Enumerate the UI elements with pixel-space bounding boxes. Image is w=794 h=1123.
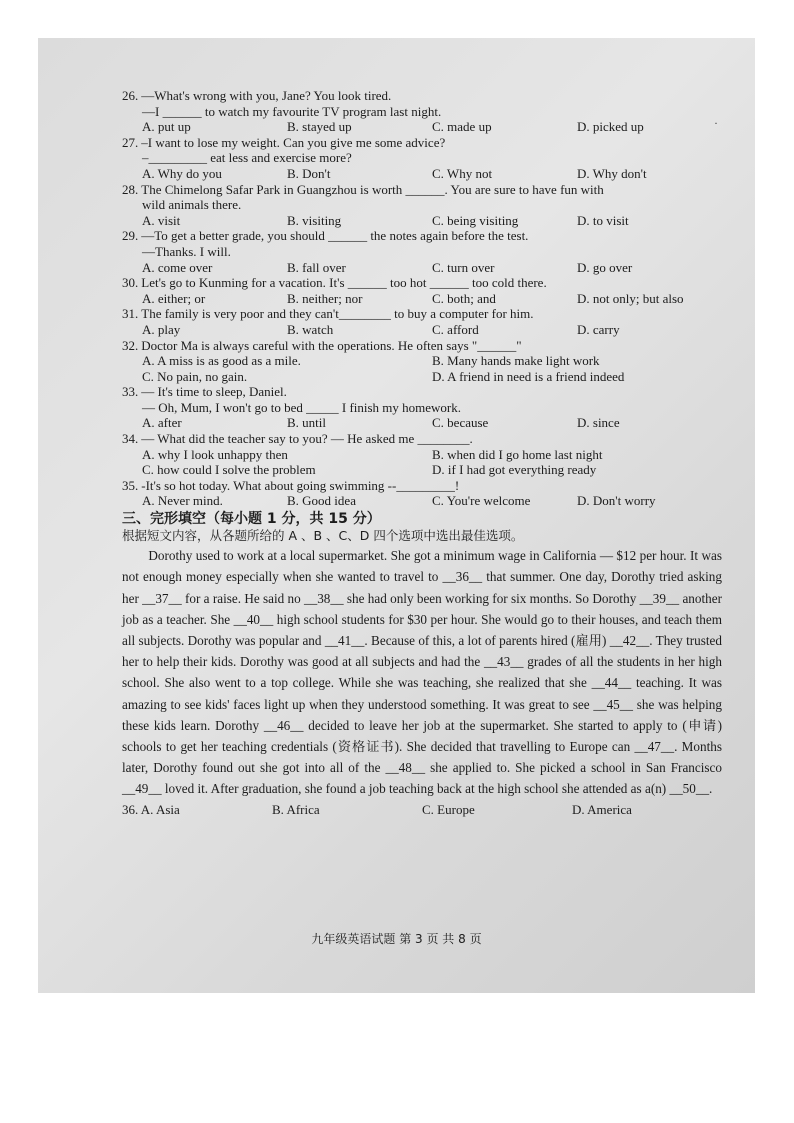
option-c: C. afford [432, 321, 479, 337]
option-d: D. to visit [577, 212, 629, 228]
option-b: B. visiting [287, 212, 342, 228]
question-block [122, 182, 722, 229]
options-row [122, 166, 722, 182]
option-b: B. Many hands make light work [432, 353, 600, 369]
options-row [122, 415, 722, 431]
question-block [122, 306, 722, 337]
question-line: —I ______ to watch my favourite TV program last night. [142, 103, 442, 119]
option-d: D. carry [577, 321, 620, 337]
option-a: A. visit [142, 212, 181, 228]
question-block [122, 384, 722, 431]
option-b: B. Africa [272, 801, 320, 817]
question-stem: The Chimelong Safar Park in Guangzhou is worth ______. You are sure to have fun with [141, 181, 604, 197]
option-a: A. come over [142, 259, 213, 275]
option-d: D. picked up [577, 119, 644, 135]
option-d: D. go over [577, 259, 633, 275]
question-block [122, 431, 722, 478]
option-b: B. fall over [287, 259, 346, 275]
question-stem: -It's so hot today. What about going swimming --_________! [141, 477, 460, 493]
question-line: –_________ eat less and exercise more? [142, 150, 352, 166]
question-line: —Thanks. I will. [142, 243, 231, 259]
options-row [122, 213, 722, 229]
option-a: A. A miss is as good as a mile. [142, 353, 301, 369]
options-row [122, 260, 722, 276]
options-row [122, 462, 722, 478]
scan-speck: · [714, 116, 718, 130]
options-row [122, 493, 722, 509]
option-d: D. not only; but also [577, 290, 684, 306]
question-number: 27. [122, 134, 139, 150]
option-d: D. Why don't [577, 165, 647, 181]
page-footer: 九年级英语试题 第 3 页 共 8 页 [311, 932, 482, 946]
option-a: A. why I look unhappy then [142, 446, 288, 462]
option-c: C. made up [432, 119, 492, 135]
option-a: A. either; or [142, 290, 206, 306]
question-line: wild animals there. [142, 197, 242, 213]
option-c: C. You're welcome [432, 493, 531, 509]
question-stem: –I want to lose my weight. Can you give me some advice? [141, 134, 446, 150]
question-number: 33. [122, 384, 139, 400]
question-number: 30. [122, 275, 139, 291]
option-c: C. Why not [432, 165, 493, 181]
question-number: 32. [122, 337, 139, 353]
option-c: C. how could I solve the problem [142, 462, 316, 478]
question-stem: —To get a better grade, you should ______ the notes again before the test. [141, 228, 529, 244]
question-block [122, 135, 722, 182]
options-row [122, 322, 722, 338]
question-block [122, 338, 722, 385]
exam-content [122, 88, 722, 817]
option-b: B. until [287, 415, 327, 431]
option-c: C. being visiting [432, 212, 519, 228]
option-d: D. if I had got everything ready [432, 462, 597, 478]
question-block [122, 478, 722, 509]
question-stem: Let's go to Kunming for a vacation. It's ______ too hot ______ too cold there. [141, 275, 547, 291]
question-number: 26. [122, 88, 139, 103]
question-block [122, 228, 722, 275]
question-36-options [122, 802, 722, 818]
option-a: A. Why do you [142, 165, 222, 181]
options-row [122, 291, 722, 307]
options-row [122, 119, 722, 135]
question-stem: — It's time to sleep, Daniel. [141, 384, 287, 400]
option-c: C. turn over [432, 259, 495, 275]
option-c: C. because [432, 415, 489, 431]
question-stem: —What's wrong with you, Jane? You look tired. [141, 88, 392, 103]
option-b: B. neither; nor [287, 290, 363, 306]
option-b: B. Don't [287, 165, 331, 181]
question-number: 29. [122, 228, 139, 244]
question-block [122, 275, 722, 306]
section-instruction: 根据短文内容，从各题所给的 A 、B 、C、D 四个选项中选出最佳选项。 [122, 527, 524, 543]
option-a: A. play [142, 321, 181, 337]
option-d: D. since [577, 415, 620, 431]
question-stem: — What did the teacher say to you? — He asked me ________. [141, 431, 473, 447]
option-a: 36. A. Asia [122, 801, 180, 817]
question-number: 35. [122, 477, 139, 493]
question-line: — Oh, Mum, I won't go to bed _____ I finish my homework. [142, 399, 462, 415]
option-d: D. America [572, 801, 632, 817]
option-c: C. Europe [422, 801, 475, 817]
option-c: C. both; and [432, 290, 496, 306]
option-b: B. watch [287, 321, 334, 337]
option-a: A. after [142, 415, 182, 431]
question-number: 34. [122, 431, 139, 447]
option-c: C. No pain, no gain. [142, 368, 248, 384]
options-row [122, 447, 722, 463]
question-stem: Doctor Ma is always careful with the operations. He often says "______" [141, 337, 522, 353]
option-b: B. Good idea [287, 493, 356, 509]
option-b: B. when did I go home last night [432, 446, 603, 462]
question-block [122, 88, 722, 135]
option-b: B. stayed up [287, 119, 352, 135]
option-d: D. A friend in need is a friend indeed [432, 368, 625, 384]
option-a: A. Never mind. [142, 493, 223, 509]
scanned-page-photo [38, 38, 755, 993]
question-stem: The family is very poor and they can't________ to buy a computer for him. [141, 306, 534, 322]
question-number: 31. [122, 306, 139, 322]
option-a: A. put up [142, 119, 191, 135]
cloze-passage: Dorothy used to work at a local supermarket. She got a minimum wage in California — $12 per hour. It was not enough money especially when she wanted to travel to __36__ that summer. One day, Dorothy tried asking her __37__ for a raise. He said no __38__ she had only been working for six months. So Dorothy __39__ another job as a teacher. She __40__ high school students for $30 per hour. She would go to their houses, and teach them all subjects. Dorothy was popular and __41__. Because of this, a lot of parents hired (雇用) __42__. They trusted her to help their kids. Dorothy was good at all subjects and had the __43__ grades of all the students in her high school. She also went to a top college. While she was teaching, she realized that she __44__ teaching. It was amazing to see kids' faces light up when they understood something. It was great to see __45__ she was helping these kids learn. Dorothy __46__ decided to leave her job at the supermarket. She started to apply to (申请) schools to get her teaching credentials (资格证书). She decided that travelling to Europe can __47__. Months later, Dorothy found out she got into all of the __48__ she applied to. She picked a school in San Francisco __49__ loved it. After graduation, she found a job teaching back at the high school she attended as a(n) __50__. [122, 548, 722, 797]
option-d: D. Don't worry [577, 493, 656, 509]
question-number: 28. [122, 181, 139, 197]
section-title: 三、完形填空（每小题 1 分，共 15 分） [122, 511, 381, 528]
options-row [122, 369, 722, 385]
question-list [122, 88, 722, 509]
options-row [122, 353, 722, 369]
